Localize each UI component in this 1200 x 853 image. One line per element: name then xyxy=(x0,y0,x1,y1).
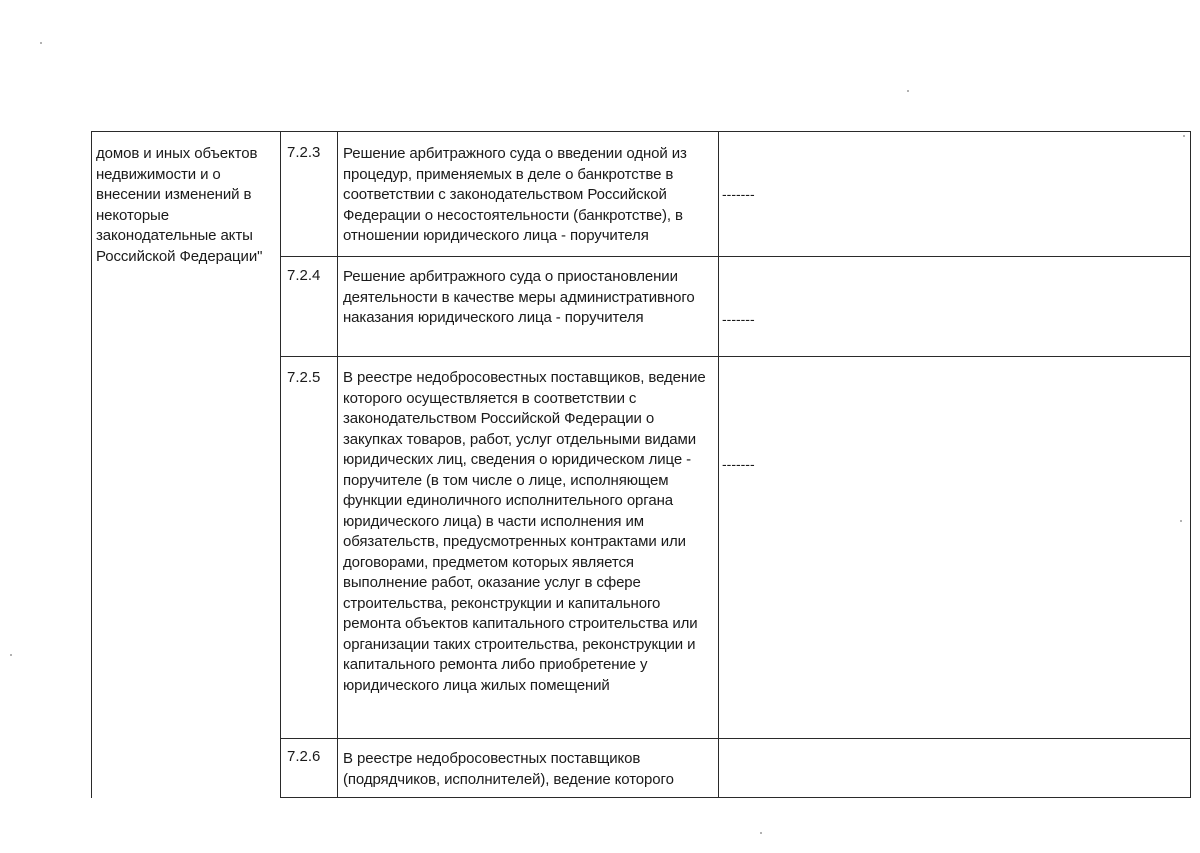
row-number: 7.2.6 xyxy=(287,748,321,765)
row-description: В реестре недобросовестных поставщиков, ведение которого осуществляется в соответствии с законодательством Российской Федерации о закупках товаров, работ, услуг отдельными видами юридических лиц, сведения о юридическом лице - поручителе (в том числе о лице, исполняющем функции единоличного исполнительного органа юридического лица) в части исполнения им обязательств, предусмотренных контрактами или договорами, предметом которых является выполнение работ, оказание услуг в сфере строительства, реконструкции и капитального ремонта объектов капитального строительства или организации таких строительства, реконструкции и капитального ремонта либо приобретение у юридического лица жилых помещений xyxy=(343,369,706,694)
row-description: В реестре недобросовестных поставщиков (подрядчиков, исполнителей), ведение которого xyxy=(343,750,674,788)
row-value: ------- xyxy=(722,311,755,327)
row-value: ------- xyxy=(722,186,755,202)
table-row-divider xyxy=(280,256,1191,257)
table-row-divider xyxy=(280,738,1191,739)
left-column-text: домов и иных объектов недвижимости и о внесении изменений в некоторые законодательные акты Российской Федерации" xyxy=(96,145,263,265)
scan-speck xyxy=(907,90,909,92)
row-description: Решение арбитражного суда о приостановлении деятельности в качестве меры административного наказания юридического лица - поручителя xyxy=(343,268,695,326)
row-value: ------- xyxy=(722,456,755,472)
table-divider xyxy=(337,131,338,798)
row-description: Решение арбитражного суда о введении одной из процедур, применяемых в деле о банкротстве в соответствии с законодательством Российской Федерации о несостоятельности (банкротстве), в отношении юридического лица - поручителя xyxy=(343,145,687,244)
table-border-left xyxy=(91,131,92,798)
scan-speck xyxy=(1180,520,1182,522)
table-row-divider xyxy=(280,797,1191,798)
scan-speck xyxy=(40,42,42,44)
table-border-right xyxy=(1190,131,1191,798)
row-number: 7.2.4 xyxy=(287,267,321,284)
table-divider xyxy=(280,131,281,798)
scan-speck xyxy=(10,654,12,656)
scan-speck xyxy=(760,832,762,834)
table-divider xyxy=(718,131,719,798)
table-row-divider xyxy=(280,356,1191,357)
row-number: 7.2.3 xyxy=(287,144,321,161)
row-number: 7.2.5 xyxy=(287,369,321,386)
scan-speck xyxy=(1183,135,1185,137)
table-border-top xyxy=(91,131,1191,132)
